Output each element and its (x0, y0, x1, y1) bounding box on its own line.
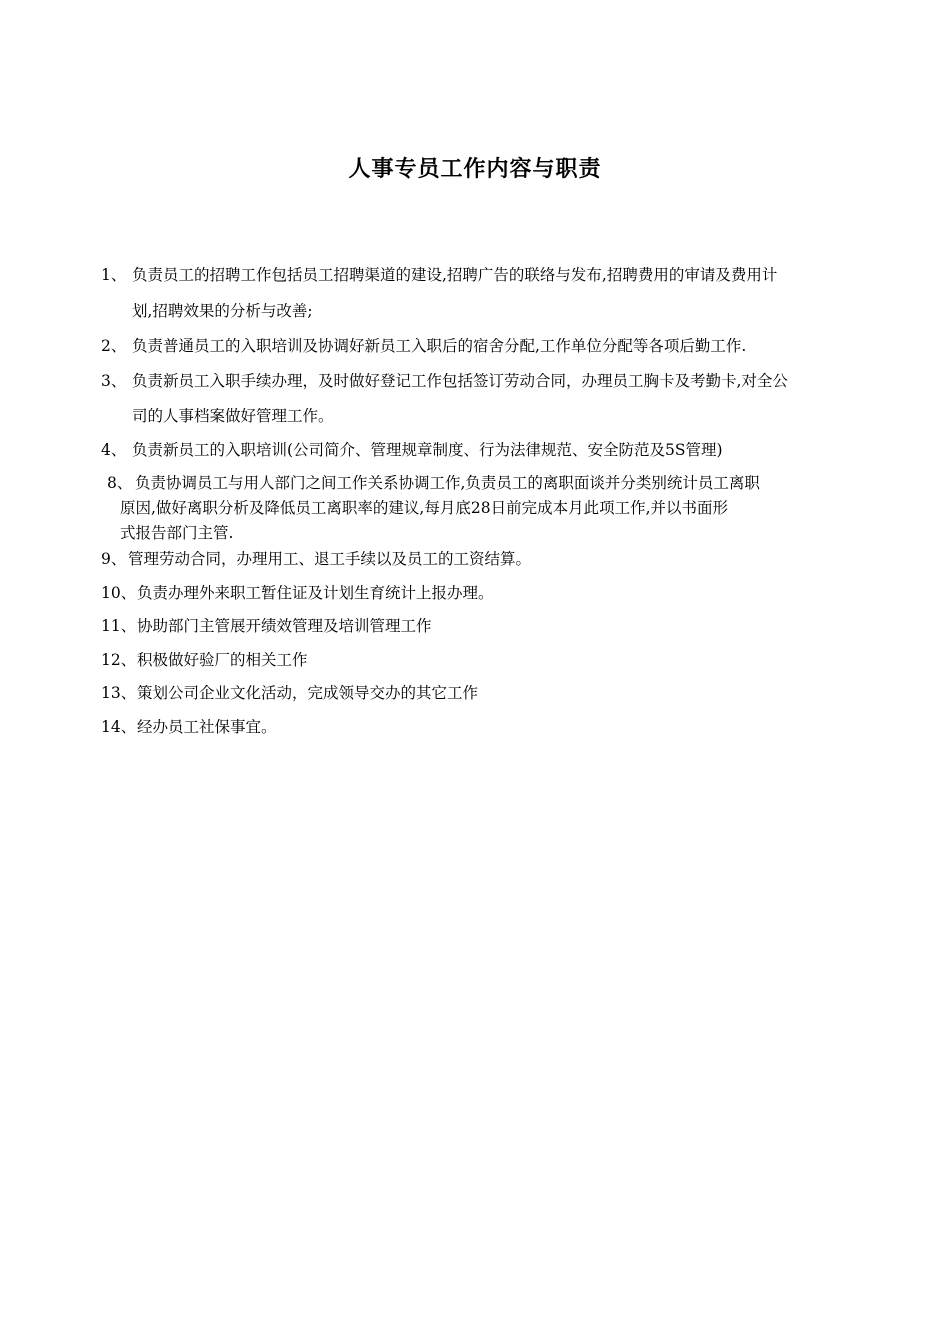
item-11-line-1: 协助部门主管展开绩效管理及培训管理工作 (137, 617, 432, 635)
item-4-number: 4、 (101, 441, 127, 459)
item-8-number: 8、 (107, 474, 133, 492)
item-1-line-2: 划,招聘效果的分析与改善; (132, 302, 313, 320)
item-13-line-1: 策划公司企业文化活动，完成领导交办的其它工作 (137, 684, 479, 702)
item-8-line-3: 式报告部门主管. (120, 524, 234, 542)
item-3-line-1: 负责新员工入职手续办理，及时做好登记工作包括签订劳动合同，办理员工胸卡及考勤卡,对全公 (132, 372, 788, 390)
item-14-line-1: 经办员工社保事宜。 (137, 718, 277, 736)
item-1-number: 1、 (101, 266, 127, 284)
item-11-number: 11、 (101, 617, 137, 635)
item-2-line-1: 负责普通员工的入职培训及协调好新员工入职后的宿舍分配,工作单位分配等各项后勤工作. (132, 337, 747, 355)
item-12-number: 12、 (101, 651, 137, 669)
item-3-number: 3、 (101, 372, 127, 390)
item-9-number: 9、 (101, 550, 127, 568)
item-14-number: 14、 (101, 718, 137, 736)
item-13-number: 13、 (101, 684, 137, 702)
item-10-line-1: 负责办理外来职工暂住证及计划生育统计上报办理。 (137, 584, 494, 602)
item-1-line-1: 负责员工的招聘工作包括员工招聘渠道的建设,招聘广告的联络与发布,招聘费用的审请及费用计 (132, 266, 778, 284)
item-3-line-2: 司的人事档案做好管理工作。 (132, 407, 334, 425)
item-12-line-1: 积极做好验厂的相关工作 (137, 651, 308, 669)
item-8-line-1: 负责协调员工与用人部门之间工作关系协调工作,负责员工的离职面谈并分类别统计员工离职 (135, 474, 760, 492)
item-9-line-1: 管理劳动合同，办理用工、退工手续以及员工的工资结算。 (128, 550, 532, 568)
item-10-number: 10、 (101, 584, 137, 602)
document-title: 人事专员工作内容与职责 (348, 157, 602, 182)
item-8-line-2: 原因,做好离职分析及降低员工离职率的建议,每月底28日前完成本月此项工作,并以书面形 (120, 499, 729, 517)
item-2-number: 2、 (101, 337, 127, 355)
item-4-line-1: 负责新员工的入职培训(公司简介、管理规章制度、行为法律规范、安全防范及5S管理) (132, 441, 723, 459)
